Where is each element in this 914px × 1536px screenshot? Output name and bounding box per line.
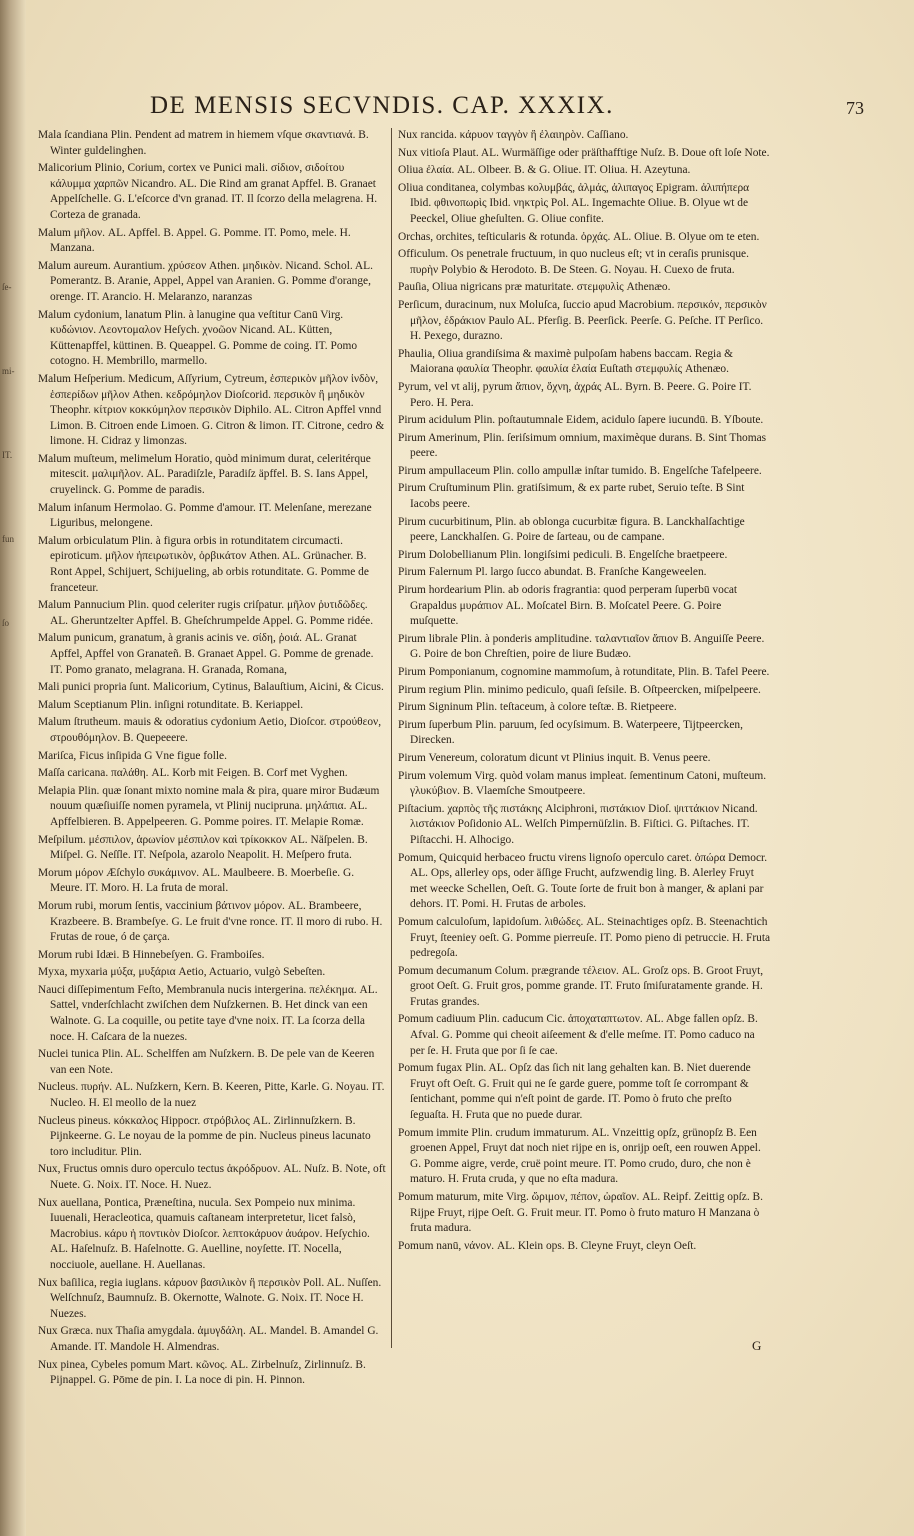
dictionary-entry: Pirum ſuperbum Plin. paruum, ſed ocyſsimum. B. Waterpeere, Tijtpeercken, Direcken. [398, 718, 743, 747]
dictionary-entry: Malum aureum. Aurantium. χρύσεον Athen. μηδικὸν. Nicand. Schol. AL. Pomerantz. B. Aranie, Appel, Appel van Aranien. G. Pomme d'orange, orenge. IT. Arancio. H. Melaranzo, naranzas [38, 259, 373, 303]
dictionary-entry: Pirum Venereum, coloratum dicunt vt Plinius inquit. B. Venus peere. [398, 751, 711, 764]
dictionary-entry: Pirum Pomponianum, cognomine mammoſum, à rotunditate, Plin. B. Tafel Peere. [398, 666, 770, 678]
dictionary-entry: Perſicum, duracinum, nux Moluſca, ſuccio apud Macrobium. περσικόν, περσικὸν μῆλον, ἐδράκιον Paulo AL. Pferſig. B. Peerſick. Peerſe. G. Peſche. IT Perſico. H. Pexego, durazno. [398, 298, 767, 343]
dictionary-entry: Maſſa caricana. παλάθη. AL. Korb mit Feigen. B. Corf met Vyghen. [38, 767, 348, 780]
dictionary-entry: Nux baſilica, regia iuglans. κάρυον βασιλικὸν ἢ περσικὸν Poll. AL. Nuſſen. Welſchnuſz, Baumnuſz. B. Okernotte, Walnote. G. Noix. IT. Noce H. Nuezes. [38, 1276, 382, 1320]
dictionary-entry: Morum rubi Idæi. B Hinnebeſyen. G. Framboiſes. [38, 948, 265, 961]
dictionary-entry: Malum inſanum Hermolao. G. Pomme d'amour. IT. Melenſane, merezane Liguribus, melongene. [38, 501, 372, 530]
dictionary-entry: Malum punicum, granatum, à granis acinis ve. σίδη, ῥοιά. AL. Granat Apffel, Apffel von Granateñ. B. Granaet Appel. G. Pomme de grenade. IT. Pomo granato, melagrana. H. Granada, Romana, [38, 632, 374, 676]
dictionary-entry: Malum Heſperium. Medicum, Aſſyrium, Cytreum, ἑσπερικὸν μῆλον ἰνδὸν, ἑσπερίδων μῆλον Athen. κεδρόμηλον Dioſcorid. περσικὸν ἢ μηδικὸν Theophr. κίτριον κοκκύμηλον περσικὸν Diphilo. AL. Citron Apffel vnnd Limon. B. Citroen ende Limoen. G. Citron & limon. IT. Citrone, cedro & limone. H. Cidraz y limonzas. [38, 372, 385, 448]
dictionary-entry: Melapia Plin. quæ ſonant mixto nomine mala & pira, quare miror Budæum nouum quæſiuiſſe nomen pyramela, vt Plinij nuciprunа. μηλάπια. AL. Apffelbieren. B. Appelpeeren. G. Pomme poires. IT. Melapie Romæ. [38, 784, 380, 828]
dictionary-entry: Phaulia, Oliua grandiſsima & maximè pulpoſam habens baccam. Regia & Maiorana φαυλία Theophr. φαυλία ἐλαία Euſtath στεμφυλίς Athenæo. [398, 347, 733, 376]
margin-fragment: IT. [2, 450, 13, 460]
dictionary-entry: Nux rancida. κάρυον ταγγὸν ἢ ἐλαιηρὸν. Caſſiano. [398, 129, 629, 141]
binding-gutter [0, 0, 26, 1536]
dictionary-entry: Nux pinea, Cybeles pomum Mart. κῶνος. AL. Zirbelnuſz, Zirlinnuſz. B. Pijnappel. G. Pōme de pin. I. La noce di pin. H. Pinnon. [38, 1358, 366, 1387]
dictionary-entry: Pirum Falernum Pl. largo ſucco abundat. B. Franſche Kangeweelen. [398, 566, 707, 579]
dictionary-entry: Malum orbiculatum Plin. à figura orbis in rotunditatem circumacti. epiroticum. μῆλον ἠπειρωτικὸν, ὀρβικάτον Athen. AL. Grünacher. B. Ront Appel, Schijuert, Schijueling, ab orbis rotunditate. G. Pomme de franceteur. [38, 534, 369, 594]
dictionary-entry: Piſtacium. χαρπὸς τῆς πιστάκης Alciphroni, πιστάκιον Dioſ. ψιττάκιον Nicand. λιστάκιον Poſidonio AL. Welſch Pimpernüſzlin. B. Fiſtici. G. Piſtaches. IT. Piſtacchi. H. Alhocigo. [398, 802, 758, 846]
signature-mark: G [752, 1338, 762, 1353]
dictionary-entry: Nauci diſſepimentum Feſto, Membranula nucis intergerina. πελέκημα. AL. Sattel, vnderſchlacht zwiſchen dem Nuſzkernen. B. Het dinck van een Walnote. G. La coquille, ou petite taye d'vne noix. IT. La ſcorza della noce. H. Caſcara de la nuezes. [38, 983, 378, 1043]
dictionary-entry: Pirum regium Plin. minimo pediculo, quaſi ſeſsile. B. Oſtpeercken, miſpelpeere. [398, 683, 761, 696]
dictionary-entry: Pirum Signinum Plin. teſtaceum, à colore teſtæ. B. Rietpeere. [398, 701, 677, 714]
dictionary-entry: Pomum, Quicquid herbaceo fructu virens lignoſo operculo caret. ὀπώρα Democr. AL. Ops, allerley ops, oder äſſige Frucht, aufzwendig ling. B. Alerley Fruyt met weecke Schellen, Oeſt. G. Toute ſorte de fruit bon à manger, & aplani par dehors. IT. Pomi. H. Frutas de arboles. [398, 851, 768, 911]
dictionary-entry: Pomum immite Plin. crudum immaturum. AL. Vnzeittig opſz, grünopſz B. Een groenen Appel, Fruyt dat noch niet rijpe en is, onrijp oeſt, een rouwen Appel. G. Pomme aigre, verde, cruë point meure. IT. Pomo crudo, duro, che non è maturo. H. Fruta cruda, y que no eſta madura. [398, 1126, 761, 1186]
dictionary-entry: Pomum maturum, mite Virg. ὥριμον, πέπον, ὡραῖον. AL. Reipf. Zeittig opſz. B. Rijpe Fruyt, rijpe Oeſt. G. Fruit meur. IT. Pomo ò fruto maturo H Manzana ò fruta madura. [398, 1191, 764, 1235]
dictionary-entry: Pomum fugax Plin. AL. Opſz das ſich nit lang gehalten kan. B. Niet duerende Fruyt oft Oeſt. G. Fruit qui ne ſe garde guere, pomme toſt ſe corrompant & ſentichant, pomme qui n'eſt point de garde. IT. Pomo ò fruto che preſto ſeguaſta. H. Fruta que no puede durar. [398, 1062, 751, 1122]
dictionary-entry: Pomum cadiuum Plin. caducum Cic. ἀποχαταπτωτον. AL. Abge fallen opſz. B. Afval. G. Pomme qui cheoit aiſeement & d'elle meſme. IT. Pomo caduco na per ſe. H. Fruta que por ſi ſe cae. [398, 1013, 758, 1057]
right-column [398, 128, 772, 1256]
dictionary-entry: Morum μόρον Æſchylo συκάμινον. AL. Maulbeere. B. Moerbeſie. G. Meure. IT. Moro. H. La fruta de moral. [38, 866, 355, 895]
dictionary-entry: Oliua ἐλαία. AL. Olbeer. B. & G. Oliue. IT. Oliua. H. Azeytuna. [398, 164, 691, 177]
left-column [38, 128, 386, 1391]
margin-fragment: fun [2, 534, 14, 544]
margin-fragment: mi- [2, 366, 15, 376]
dictionary-entry: Nuclei tunica Plin. AL. Schelffen am Nuſzkern. B. De pele van de Keeren van een Note. [38, 1048, 375, 1076]
margin-fragment: ſo [2, 618, 10, 628]
dictionary-entry: Pirum acidulum Plin. poſtautumnale Eidem, acidulo ſapere iucundū. B. Yſboute. [398, 414, 764, 427]
dictionary-entry: Malum Pannucium Plin. quod celeriter rugis criſpatur. μῆλον ῥυτιδῶδες. AL. Gheruntzelter Apffel. B. Gheſchrumpelde Appel. G. Pomme ridée. [38, 599, 374, 627]
dictionary-entry: Pirum Dolobellianum Plin. longiſsimi pediculi. B. Engelſche braetpeere. [398, 548, 728, 561]
dictionary-entry: Nux Græca. nux Thaſia amygdala. ἀμυγδάλη. AL. Mandel. B. Amandel G. Amande. IT. Mandole H. Almendras. [38, 1325, 379, 1353]
page-number: 73 [846, 98, 864, 118]
margin-fragment: ſe- [2, 282, 12, 292]
dictionary-entry: Nucleus. πυρήν. AL. Nuſzkern, Kern. B. Keeren, Pitte, Karle. G. Noyau. IT. Nucleo. H. El meollo de la nuez [38, 1081, 385, 1110]
dictionary-entry: Pomum nanū, νάνον. AL. Klein ops. B. Cleyne Fruyt, cleyn Oeſt. [398, 1239, 697, 1252]
dictionary-entry: Myxa, myxaria μύξα, μυξάρια Aetio, Actuario, vulgò Sebeſten. [38, 966, 326, 979]
dictionary-entry: Morum rubi, morum ſentis, vaccinium βάτινον μόρον. AL. Brambeere, Krazbeere. B. Brambeſye. G. Le fruit d'vne ronce. IT. Il moro di rubo. H. Frutas de roue, ó de çarça. [38, 899, 383, 944]
dictionary-entry: Meſpilum. μέσπιλον, ἀρωνίον μέσπιλον καὶ τρίκοκκον AL. Näſpelen. B. Miſpel. G. Neſſle. IT. Neſpola, azarolo Neapolit. H. Meſpero fruta. [38, 833, 368, 862]
dictionary-entry: Malicorium Plinio, Corium, cortex ve Punici mali. σίδιον, σιδοίτου κάλυμμα χαρπῶν Nicandro. AL. Die Rind am granat Apffel. B. Granaet Appelſchelle. G. L'eſcorce d'vn granad. IT. Il ſcorzo della melagrena. H. Corteza de granada. [38, 162, 378, 221]
dictionary-entry: Officulum. Os penetrale fructuum, in quo nucleus eſt; vt in ceraſis prunisque. πυρὴν Polybio & Herodoto. B. De Steen. G. Noyau. H. Cuexo de fruta. [398, 248, 749, 276]
dictionary-entry: Mali punici propria ſunt. Malicorium, Cytinus, Balauſtium, Aicini, & Cicus. [38, 681, 384, 694]
dictionary-entry: Pauſia, Oliua nigricans præ maturitate. στεμφυλὶς Athenæo. [398, 281, 671, 294]
dictionary-entry: Pyrum, vel vt alij, pyrum ἄπιον, ὄχνη, ἀχράς AL. Byrn. B. Peere. G. Poire IT. Pero. H. Pera. [398, 380, 752, 409]
dictionary-entry: Pomum calculoſum, lapidoſum. λιθώδες. AL. Steinachtiges opſz. B. Steenachtich Fruyt, ſteeniey oeſt. G. Pomme pierreuſe. IT. Pomo pieno di petruccie. H. Fruta pedregoſa. [398, 915, 771, 960]
dictionary-entry: Pirum ampullaceum Plin. collo ampullæ inſtar tumido. B. Engelſche Tafelpeere. [398, 464, 762, 477]
dictionary-entry: Mala ſcandiana Plin. Pendent ad matrem in hiemem vſque σκαντιανά. B. Winter guldelinghen. [38, 129, 369, 157]
dictionary-entry: Malum muſteum, melimelum Horatio, quòd minimum durat, celeritérque mitescit. μαλιμῆλον. AL. Paradiſzle, Paradiſz äpffel. B. S. Ians Appel, cruyelinck. G. Pomme de paradis. [38, 452, 371, 497]
dictionary-entry: Malum Sceptianum Plin. inſigni rotunditate. B. Keriappel. [38, 698, 304, 711]
dictionary-entry: Pirum Cruſtuminum Plin. gratiſsimum, & ex parte rubet, Seruio teſte. B Sint Iacobs peere. [398, 482, 745, 511]
dictionary-entry: Malum cydonium, lanatum Plin. à lanugine qua veſtitur Canū Virg. κυδώνιον. Λεοντομαλον Heſych. χνοῶον Nicand. AL. Kütten, Küttenapffel, küttinen. B. Queappel. G. Pomme de coing. IT. Pomo cotogno. H. Membrillo, marmello. [38, 308, 358, 368]
dictionary-entry: Pirum Amerinum, Plin. ſeriſsimum omnium, maximèque durans. B. Sint Thomas peere. [398, 431, 767, 460]
dictionary-entry: Nux, Fructus omnis duro operculo tectus ἀκρόδρυον. AL. Nuſz. B. Note, oft Nuete. G. Noix. IT. Noce. H. Nuez. [38, 1163, 386, 1191]
dictionary-entry: Pirum volemum Virg. quòd volam manus impleat. ſementinum Catoni, muſteum. γλυκύβιον. B. Vlaemſche Smoutpeere. [398, 769, 767, 798]
dictionary-entry: Pirum librale Plin. à ponderis amplitudine. ταλαντιαῖον ἄπιον B. Anguiſſe Peere. G. Poire de bon Chreſtien, poire de liure Budæo. [398, 632, 765, 661]
dictionary-entry: Pomum decumanum Colum. prægrande τέλειον. AL. Groſz ops. B. Groot Fruyt, groot Oeſt. G. Fruit gros, pomme grande. IT. Fruto ſmiſuratamente grande. H. Frutas grandes. [398, 964, 764, 1008]
dictionary-entry: Malum ſtrutheum. mauis & odoratius cydonium Aetio, Dioſcor. στρούθεον, στρουθόμηλον. B. Quepeeere. [38, 716, 382, 744]
column-rule [391, 128, 392, 1348]
dictionary-entry: Nux auellana, Pontica, Præneſtina, nucula. Sex Pompeio nux minima. Iuuenali, Heracleotica, quamuis caſtaneam interpretetur, licet falsò, Macrobius. κάρυ ἡ ποντικὸν Dioſcor. λεπτοκάρυον ἀυάρον. Heſychio. AL. Haſelnuſz. B. Haſelnotte. G. Auelline, noyſette. IT. Nocella, nocciuole, auellane. H. Auellanas. [38, 1196, 370, 1271]
running-header: DE MENSIS SECVNDIS. CAP. XXXIX. [150, 92, 614, 119]
dictionary-entry: Pirum hordearium Plin. ab odoris fragrantia: quod perperam ſuperbū vocat Grapaldus μυράπιον AL. Moſcatel Birn. B. Moſcatel Peere. G. Poire muſquette. [398, 584, 738, 628]
margin-fragments [2, 280, 22, 700]
dictionary-entry: Pirum cucurbitinum, Plin. ab oblonga cucurbitæ figura. B. Lanckhalſachtige peere, Lanckhalſen. G. Poire de ſarteau, ou de campane. [398, 515, 745, 544]
dictionary-entry: Orchas, orchites, teſticularis & rotunda. ὀρχάς. AL. Oliue. B. Olyue om te eten. [398, 230, 760, 243]
dictionary-entry: Mariſca, Ficus inſipida G Vne figue folle. [38, 749, 227, 762]
dictionary-entry: Nux vitioſa Plaut. AL. Wurmäſſige oder präſthafftige Nuſz. B. Doue oft loſe Note. [398, 146, 770, 159]
dictionary-entry: Malum μῆλον. AL. Apffel. B. Appel. G. Pomme. IT. Pomo, mele. H. Manzana. [38, 226, 351, 255]
dictionary-entry: Oliua conditanea, colymbas κολυμβάς, ἁλμάς, ἀλιπαγος Epigram. ἁλιπήπερα Ibid. φθινοπωρὶς Ibid. νηκτρὶς Pol. AL. Ingemachte Oliue. B. Olyue wt de Peeckel, Oliue gheſulten. G. Oliue confite. [398, 181, 750, 225]
dictionary-entry: Nucleus pineus. κόκκαλος Hippocr. στρόβιλος AL. Zirlinnuſzkern. B. Pijnkeerne. G. Le noyau de la pomme de pin. Nucleus pineus lacunato toro includitur. Plin. [38, 1114, 371, 1158]
